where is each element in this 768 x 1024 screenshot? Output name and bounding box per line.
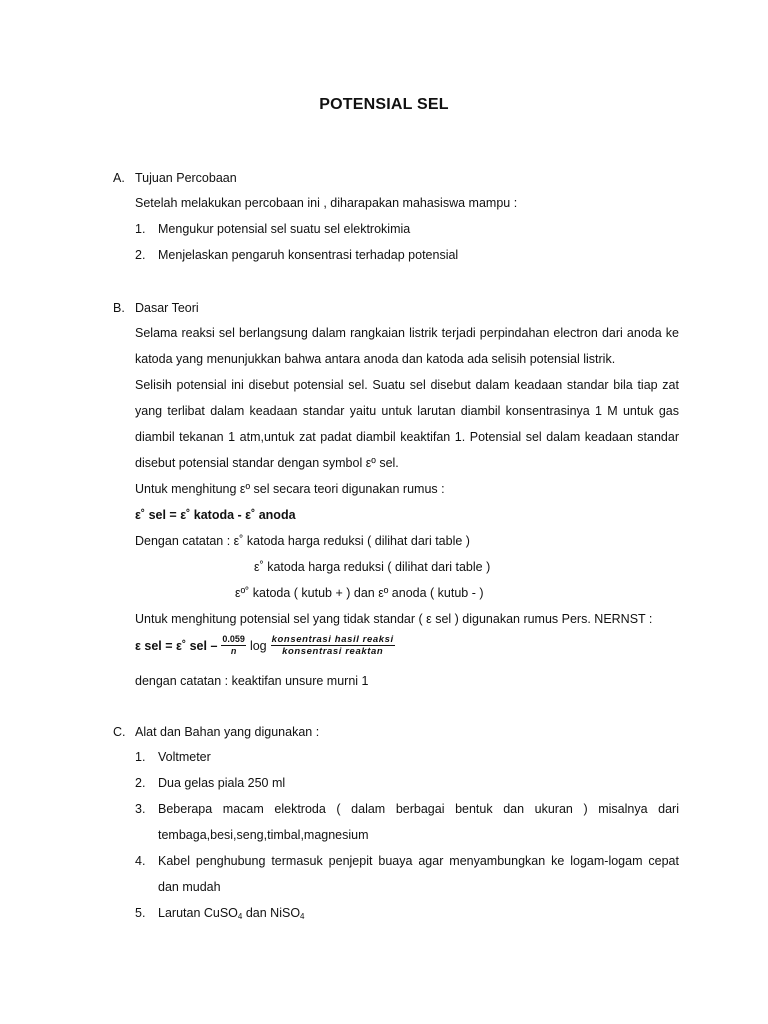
paragraph-line: diambil tekanan 1 atm,untuk zat padat diambil keaktifan 1. Potensial sel dalam keadaan standar — [135, 430, 679, 444]
section-a-letter: A. — [113, 171, 125, 185]
section-a-intro: Setelah melakukan percobaan ini , diharapakan mahasiswa mampu : — [135, 196, 518, 210]
list-item: Menjelaskan pengaruh konsentrasi terhadap potensial — [158, 248, 459, 262]
list-item-continuation: dan mudah — [158, 880, 221, 894]
page-title: POTENSIAL SEL — [319, 96, 449, 113]
section-b-letter: B. — [113, 301, 125, 315]
coefficient-denominator: n — [230, 646, 237, 656]
list-item-number: 5. — [135, 906, 146, 920]
chemical-text: Larutan CuSO — [158, 906, 238, 920]
section-c-heading: Alat dan Bahan yang digunakan : — [135, 725, 320, 739]
nernst-coefficient — [221, 634, 246, 657]
paragraph-line: katoda yang menunjukkan bahwa antara anoda dan katoda ada selisih potensial listrik. — [135, 352, 616, 366]
section-b-heading: Dasar Teori — [135, 301, 199, 315]
list-item: Mengukur potensial sel suatu sel elektrokimia — [158, 222, 411, 236]
nernst-equation — [135, 634, 396, 657]
list-item-chemicals — [158, 906, 305, 921]
note-line: εº˚ katoda ( kutub + ) dan εº anoda ( kutub - ) — [235, 586, 484, 600]
list-item-number: 3. — [135, 802, 146, 816]
chemical-text: dan NiSO — [242, 906, 301, 920]
note-line: ε˚ katoda harga reduksi ( dilihat dari table ) — [254, 560, 491, 574]
list-item: Voltmeter — [158, 750, 211, 764]
subscript: 4 — [300, 912, 305, 921]
ratio-numerator: konsentrasi hasil reaksi — [271, 634, 394, 645]
list-item: Dua gelas piala 250 ml — [158, 776, 286, 790]
paragraph-line: Selama reaksi sel berlangsung dalam rangkaian listrik terjadi perpindahan electron dari anoda ke — [135, 326, 679, 340]
list-item-number: 4. — [135, 854, 146, 868]
log-operator: log — [249, 638, 267, 653]
ratio-denominator: konsentrasi reaktan — [282, 646, 384, 657]
list-item-number: 2. — [135, 248, 146, 262]
note-line: dengan catatan : keaktifan unsure murni 1 — [135, 674, 369, 688]
list-item-number: 1. — [135, 750, 146, 764]
paragraph-line: Untuk menghitung εº sel secara teori digunakan rumus : — [135, 482, 445, 496]
coefficient-numerator: 0.059 — [222, 634, 245, 644]
list-item-number: 2. — [135, 776, 146, 790]
list-item-number: 1. — [135, 222, 146, 236]
nernst-lhs: ε sel = ε˚ sel – — [135, 638, 218, 653]
nernst-intro: Untuk menghitung potensial sel yang tidak standar ( ε sel ) digunakan rumus Pers. NERNST : — [135, 612, 653, 626]
subscript: 4 — [237, 912, 243, 921]
formula-standard-potential: ε˚ sel = ε˚ katoda - ε˚ anoda — [135, 508, 296, 522]
section-c-letter: C. — [113, 725, 126, 739]
paragraph-line: yang terlibat dalam keadaan standar yaitu untuk larutan diambil konsentrasinya 1 M untuk gas — [135, 404, 679, 418]
list-item: Kabel penghubung termasuk penjepit buaya agar menyambungkan ke logam-logam cepat — [158, 854, 679, 868]
paragraph-line: disebut potensial standar dengan symbol εº sel. — [135, 456, 399, 470]
note-line: Dengan catatan : ε˚ katoda harga reduksi ( dilihat dari table ) — [135, 534, 470, 548]
section-a-heading: Tujuan Percobaan — [135, 171, 237, 185]
paragraph-line: Selisih potensial ini disebut potensial sel. Suatu sel disebut dalam keadaan standar bila tiap zat — [135, 378, 679, 392]
nernst-ratio — [271, 634, 395, 657]
list-item: Beberapa macam elektroda ( dalam berbagai bentuk dan ukuran ) misalnya dari — [158, 802, 679, 816]
list-item-continuation: tembaga,besi,seng,timbal,magnesium — [158, 828, 369, 842]
